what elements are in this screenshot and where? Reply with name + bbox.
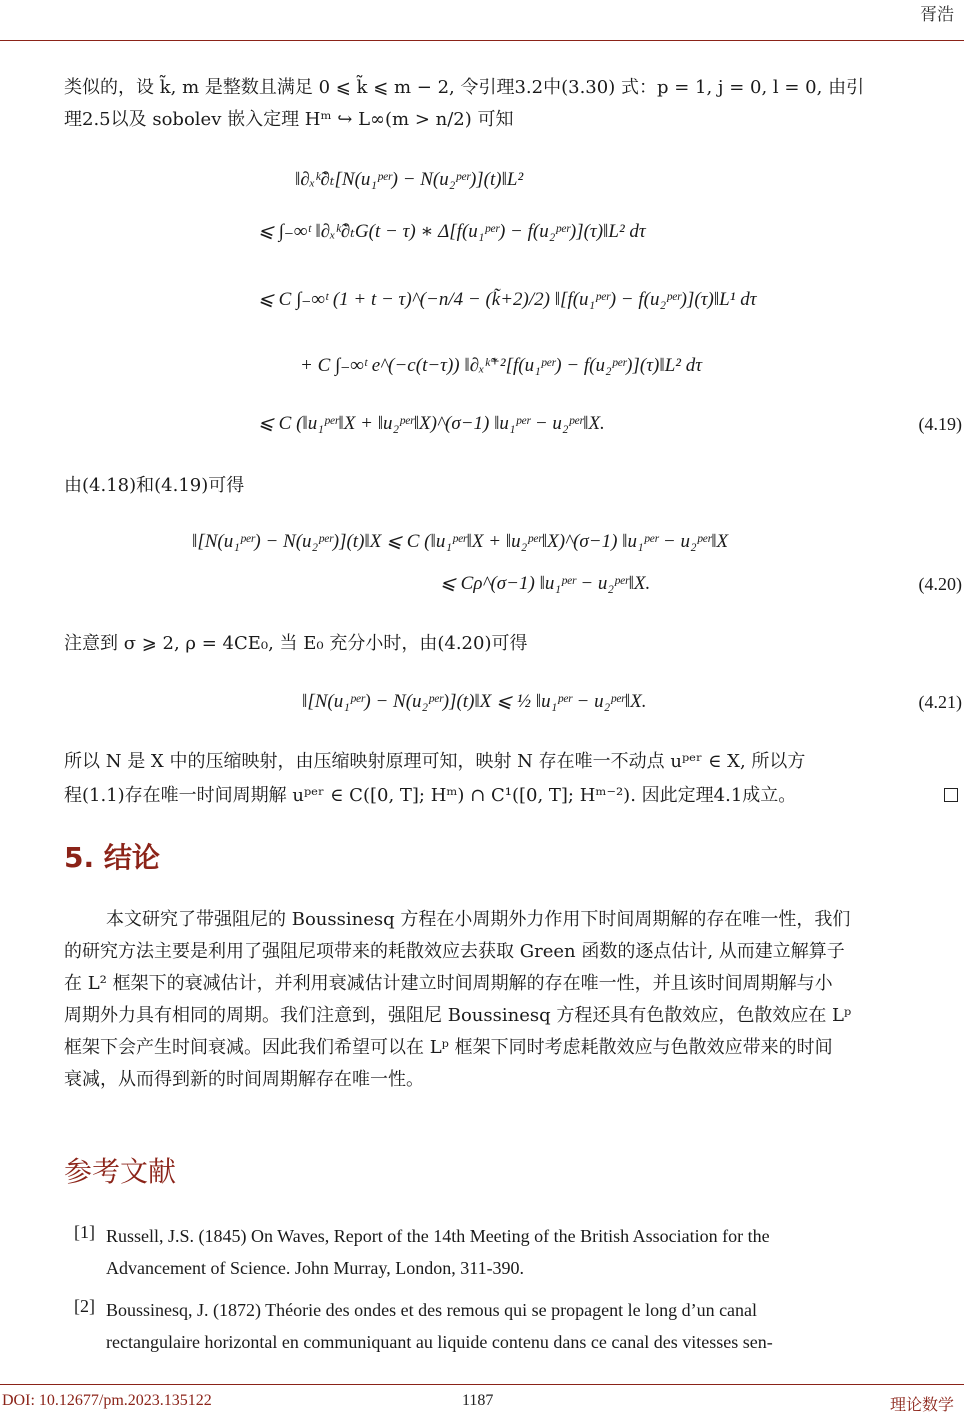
equation-number: (4.19) bbox=[918, 414, 962, 434]
reference-line: Boussinesq, J. (1872) Théorie des ondes et des remous qui se propagent le long d’un canal bbox=[106, 1300, 758, 1320]
paragraph-line: 框架下会产生时间衰减。因此我们希望可以在 Lᵖ 框架下同时考虑耗散效应与色散效应带来的时间 bbox=[64, 1037, 833, 1058]
paragraph-line: 在 L² 框架下的衰减估计，并利用衰减估计建立时间周期解的存在唯一性，并且该时间周期解与小 bbox=[64, 973, 833, 994]
reference-line: Advancement of Science. John Murray, London, 311-390. bbox=[106, 1258, 525, 1278]
page-number: 1187 bbox=[462, 1392, 494, 1409]
reference-number: [2] bbox=[74, 1296, 95, 1316]
footer-journal-name: 理论数学 bbox=[889, 1395, 954, 1414]
paragraph-line: 所以 N 是 X 中的压缩映射，由压缩映射原理可知，映射 N 存在唯一不动点 uᵖᵉʳ ∈ X, 所以方 bbox=[64, 751, 806, 772]
equation-number: (4.21) bbox=[918, 692, 962, 712]
section-title: 5. 结论 bbox=[64, 841, 160, 874]
paragraph-line: 理2.5以及 sobolev 嵌入定理 Hᵐ ↪ L∞(m > n/2) 可知 bbox=[64, 109, 514, 130]
header-rule bbox=[0, 40, 964, 41]
footer-doi-link[interactable]: DOI: 10.12677/pm.2023.135122 bbox=[2, 1392, 212, 1409]
equation-4-19-line-3: ⩽ C ∫₋∞ᵗ (1 + t − τ)^(−n/4 − (k̃+2)/2) ‖[f(u₁ᵖᵉʳ) − f(u₂ᵖᵉʳ)](τ)‖L¹ dτ bbox=[258, 289, 757, 310]
paragraph-line: 衰减，从而得到新的时间周期解存在唯一性。 bbox=[64, 1069, 424, 1090]
equation-4-19-line-2: ⩽ ∫₋∞ᵗ ‖∂ₓᵏ̃∂ₜG(t − τ) ∗ Δ[f(u₁ᵖᵉʳ) − f(u₂ᵖᵉʳ)](τ)‖L² dτ bbox=[258, 221, 646, 242]
qed-square-icon bbox=[944, 788, 958, 802]
reference-number: [1] bbox=[74, 1222, 95, 1242]
reference-line: rectangulaire horizontal en communiquant au liquide contenu dans ce canal des vitesses sen- bbox=[106, 1332, 773, 1352]
equation-4-19-line-5: ⩽ C (‖u₁ᵖᵉʳ‖X + ‖u₂ᵖᵉʳ‖X)^(σ−1) ‖u₁ᵖᵉʳ − u₂ᵖᵉʳ‖X. bbox=[258, 413, 605, 434]
footer-rule bbox=[0, 1384, 964, 1385]
paragraph-line: 程(1.1)存在唯一时间周期解 uᵖᵉʳ ∈ C([0, T]; Hᵐ) ∩ C¹([0, T]; Hᵐ⁻²). 因此定理4.1成立。 bbox=[64, 785, 797, 806]
equation-4-19-line-4: + C ∫₋∞ᵗ e^(−c(t−τ)) ‖∂ₓᵏ̃⁺²[f(u₁ᵖᵉʳ) − f(u₂ᵖᵉʳ)](τ)‖L² dτ bbox=[300, 355, 703, 376]
equation-4-20-line-2: ⩽ Cρ^(σ−1) ‖u₁ᵖᵉʳ − u₂ᵖᵉʳ‖X. bbox=[440, 573, 651, 594]
paragraph-line: 周期外力具有相同的周期。我们注意到，强阻尼 Boussinesq 方程还具有色散效应，色散效应在 Lᵖ bbox=[64, 1005, 852, 1026]
equation-4-21: ‖[N(u₁ᵖᵉʳ) − N(u₂ᵖᵉʳ)](t)‖X ⩽ ½ ‖u₁ᵖᵉʳ − u₂ᵖᵉʳ‖X. bbox=[302, 691, 647, 712]
running-header-author: 胥浩 bbox=[920, 5, 954, 25]
paragraph-line: 类似的，设 k̃, m 是整数且满足 0 ⩽ k̃ ⩽ m − 2, 令引理3.2中(3.30) 式：p = 1, j = 0, l = 0, 由引 bbox=[64, 77, 865, 98]
equation-number: (4.20) bbox=[918, 574, 962, 594]
paragraph-line: 本文研究了带强阻尼的 Boussinesq 方程在小周期外力作用下时间周期解的存在唯一性，我们 bbox=[106, 909, 851, 930]
paragraph-line: 的研究方法主要是利用了强阻尼项带来的耗散效应去获取 Green 函数的逐点估计, 从而建立解算子 bbox=[64, 941, 845, 962]
references-title: 参考文献 bbox=[64, 1155, 177, 1188]
paragraph-line: 注意到 σ ⩾ 2, ρ = 4CE₀, 当 E₀ 充分小时，由(4.20)可得 bbox=[64, 633, 528, 654]
equation-4-19-line-1: ‖∂ₓᵏ̃∂ₜ[N(u₁ᵖᵉʳ) − N(u₂ᵖᵉʳ)](t)‖L² bbox=[295, 169, 524, 190]
reference-line: Russell, J.S. (1845) On Waves, Report of the 14th Meeting of the British Association for the bbox=[106, 1226, 770, 1246]
paragraph-line: 由(4.18)和(4.19)可得 bbox=[64, 475, 245, 496]
equation-4-20-line-1: ‖[N(u₁ᵖᵉʳ) − N(u₂ᵖᵉʳ)](t)‖X ⩽ C (‖u₁ᵖᵉʳ‖X + ‖u₂ᵖᵉʳ‖X)^(σ−1) ‖u₁ᵖᵉʳ − u₂ᵖᵉʳ‖X bbox=[192, 531, 729, 552]
